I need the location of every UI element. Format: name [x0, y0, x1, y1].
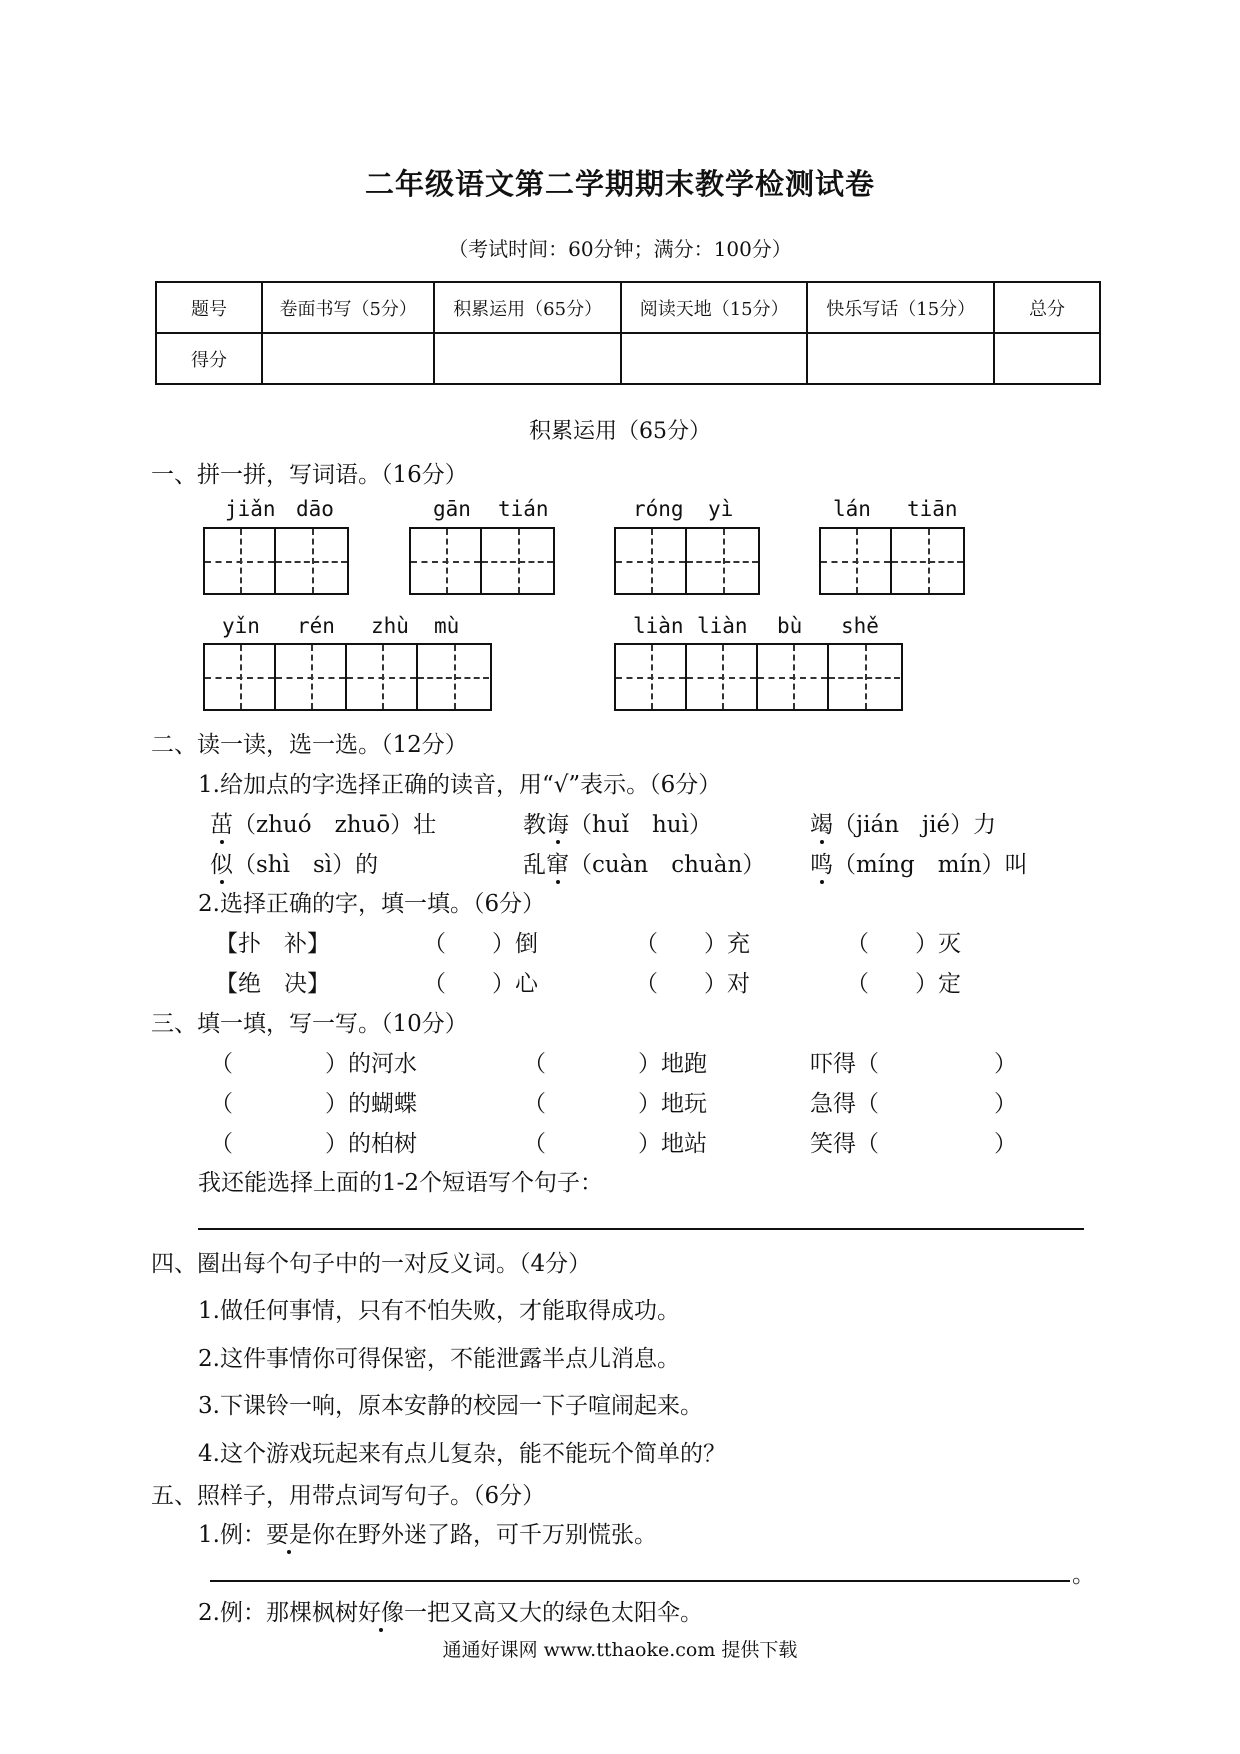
grid-cell[interactable]: [482, 529, 553, 593]
score-row-label: 得分: [156, 333, 262, 384]
q4-title: 四、圈出每个句子中的一对反义词。（4分）: [151, 1251, 592, 1277]
grid-cell[interactable]: [821, 529, 892, 593]
pronunciation-item[interactable]: [810, 806, 996, 839]
sentence-item[interactable]: 2.这件事情你可得保密，不能泄露半点儿消息。: [198, 1346, 680, 1372]
fill-blank[interactable]: （ ）充: [635, 931, 750, 957]
grid-cell[interactable]: [687, 529, 758, 593]
grid-cell[interactable]: [205, 529, 276, 593]
pinyin-label: lán: [833, 497, 871, 521]
pinyin-label: mù: [434, 614, 460, 638]
score-cell[interactable]: [994, 333, 1100, 384]
sentence-item[interactable]: 1.做任何事情，只有不怕失败，才能取得成功。: [198, 1298, 680, 1324]
fill-blank[interactable]: 笑得（ ）: [810, 1131, 1017, 1157]
score-header-cell: 快乐写话（15分）: [807, 282, 994, 333]
score-header-cell: 总分: [994, 282, 1100, 333]
dotted-char: 鸣: [810, 852, 833, 878]
pinyin-label: shě: [841, 614, 879, 638]
grid-cell[interactable]: [616, 645, 687, 709]
fill-blank[interactable]: （ ）的蝴蝶: [210, 1091, 417, 1117]
item-options: （shì sì）的: [233, 852, 379, 878]
q5-title: 五、照样子，用带点词写句子。（6分）: [151, 1483, 546, 1509]
q3-prompt: 我还能选择上面的1-2个短语写个句子：: [198, 1170, 604, 1196]
item-text: 乱: [523, 852, 546, 878]
pinyin-label: yǐn: [222, 614, 260, 638]
item-options: （huǐ huì）: [569, 812, 712, 838]
section-heading: 积累运用（65分）: [529, 419, 711, 444]
score-header-cell: 题号: [156, 282, 262, 333]
writing-grid[interactable]: [409, 527, 555, 595]
pronunciation-item[interactable]: [810, 846, 1028, 879]
char-group: 【绝 决】: [215, 971, 330, 997]
q1-title: 一、拼一拼，写词语。（16分）: [151, 462, 468, 488]
example-sentence: [198, 1516, 657, 1549]
footer-credit: 通通好课网 www.tthaoke.com 提供下载: [442, 1639, 798, 1661]
pinyin-label: tián: [498, 497, 549, 521]
fill-blank[interactable]: （ ）地站: [523, 1131, 707, 1157]
fill-blank[interactable]: （ ）地玩: [523, 1091, 707, 1117]
fill-blank[interactable]: （ ）的河水: [210, 1051, 417, 1077]
pinyin-label: jiǎn: [225, 497, 276, 521]
score-cell[interactable]: [621, 333, 808, 384]
fill-blank[interactable]: （ ）定: [846, 971, 961, 997]
dotted-char: 茁: [210, 812, 233, 838]
pinyin-label: zhù: [371, 614, 409, 638]
grid-cell[interactable]: [347, 645, 418, 709]
answer-line[interactable]: [198, 1228, 1084, 1230]
score-table: [155, 281, 1101, 385]
grid-cell[interactable]: [687, 645, 758, 709]
writing-grid[interactable]: [819, 527, 965, 595]
example-prefix: 2.例：那棵枫树: [198, 1600, 358, 1626]
grid-cell[interactable]: [758, 645, 829, 709]
q2-sub2: 2.选择正确的字，填一填。（6分）: [198, 891, 546, 917]
example-text: 一把又高又大的绿色太阳伞。: [403, 1600, 703, 1626]
pinyin-label: yì: [708, 497, 734, 521]
score-header-cell: 阅读天地（15分）: [621, 282, 808, 333]
item-options: （míng mín）叫: [833, 852, 1028, 878]
grid-cell[interactable]: [829, 645, 900, 709]
fill-blank[interactable]: （ ）心: [423, 971, 538, 997]
pinyin-label: bù: [777, 614, 803, 638]
sentence-item[interactable]: 3.下课铃一响，原本安静的校园一下子喧闹起来。: [198, 1393, 703, 1419]
pinyin-label: liàn: [633, 614, 684, 638]
pronunciation-item[interactable]: [210, 846, 378, 879]
exam-info: （考试时间：60分钟；满分：100分）: [448, 237, 792, 261]
grid-cell[interactable]: [276, 529, 347, 593]
writing-grid[interactable]: [203, 643, 492, 711]
dotted-char: 窜: [546, 852, 569, 878]
dotted-char: 竭: [810, 812, 833, 838]
grid-cell[interactable]: [892, 529, 963, 593]
score-cell[interactable]: [262, 333, 434, 384]
char-group: 【扑 补】: [215, 931, 330, 957]
page-title: 二年级语文第二学期期末教学检测试卷: [364, 167, 875, 201]
fill-blank[interactable]: （ ）地跑: [523, 1051, 707, 1077]
answer-line[interactable]: [210, 1580, 1070, 1582]
dotted-char: 似: [210, 852, 233, 878]
pronunciation-item[interactable]: [523, 806, 712, 839]
pinyin-label: liàn: [697, 614, 748, 638]
q3-title: 三、填一填，写一写。（10分）: [151, 1011, 468, 1037]
fill-blank[interactable]: 急得（ ）: [810, 1091, 1017, 1117]
grid-cell[interactable]: [411, 529, 482, 593]
writing-grid[interactable]: [203, 527, 349, 595]
score-header-cell: 卷面书写（5分）: [262, 282, 434, 333]
pinyin-label: gān: [433, 497, 471, 521]
fill-blank[interactable]: （ ）对: [635, 971, 750, 997]
dotted-char: 诲: [546, 812, 569, 838]
writing-grid[interactable]: [614, 527, 760, 595]
pronunciation-item[interactable]: [210, 806, 436, 839]
q2-sub1: 1.给加点的字选择正确的读音，用“√”表示。（6分）: [198, 772, 722, 798]
item-text: 教: [523, 812, 546, 838]
grid-cell[interactable]: [276, 645, 347, 709]
fill-blank[interactable]: （ ）倒: [423, 931, 538, 957]
example-prefix: 1.例：: [198, 1522, 266, 1548]
example-text: 你在野外迷了路，可千万别慌张。: [311, 1522, 657, 1548]
grid-cell[interactable]: [205, 645, 276, 709]
score-table-header-row: [156, 282, 1100, 333]
sentence-item[interactable]: 4.这个游戏玩起来有点儿复杂，能不能玩个简单的？: [198, 1441, 726, 1467]
fill-blank[interactable]: （ ）的柏树: [210, 1131, 417, 1157]
pinyin-label: róng: [633, 497, 684, 521]
dotted-word: 好像: [357, 1600, 404, 1626]
fill-blank[interactable]: （ ）灭: [846, 931, 961, 957]
example-sentence: [198, 1594, 703, 1627]
score-cell[interactable]: [434, 333, 621, 384]
grid-cell[interactable]: [418, 645, 489, 709]
grid-cell[interactable]: [616, 529, 687, 593]
pronunciation-item[interactable]: [523, 846, 765, 879]
item-options: （cuàn chuàn）: [569, 852, 766, 878]
writing-grid[interactable]: [614, 643, 903, 711]
end-mark: 。: [1072, 1562, 1095, 1588]
pinyin-label: rén: [297, 614, 335, 638]
score-cell[interactable]: [807, 333, 994, 384]
pinyin-label: tiān: [907, 497, 958, 521]
score-table-score-row: [156, 333, 1100, 384]
dotted-word: 要是: [265, 1522, 312, 1548]
pinyin-label: dāo: [296, 497, 334, 521]
q2-title: 二、读一读，选一选。（12分）: [151, 732, 468, 758]
fill-blank[interactable]: 吓得（ ）: [810, 1051, 1017, 1077]
item-options: （jián jié）力: [833, 812, 997, 838]
score-header-cell: 积累运用（65分）: [434, 282, 621, 333]
item-options: （zhuó zhuō）壮: [233, 812, 437, 838]
